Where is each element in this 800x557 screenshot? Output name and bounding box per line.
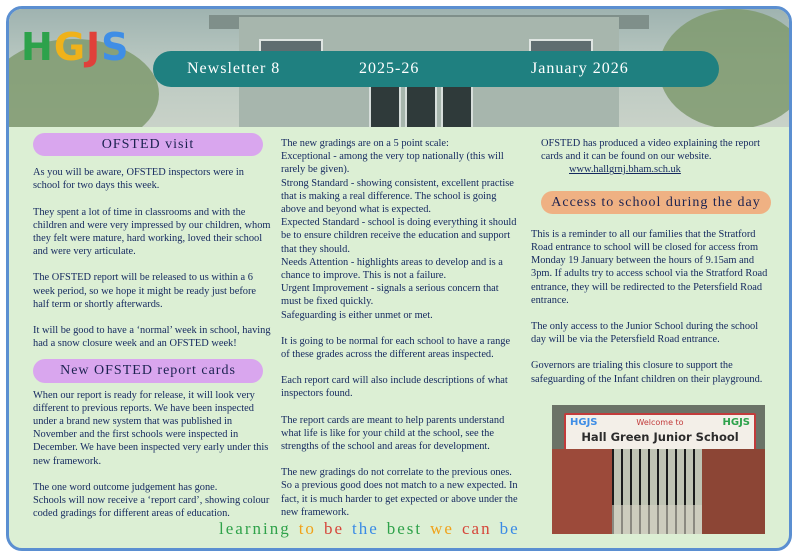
sign-logo-right: HGJS <box>722 417 750 428</box>
photo-path <box>612 505 702 534</box>
ofsted-visit-heading: OFSTED visit <box>33 133 263 156</box>
grading-item: Safeguarding is either unmet or met. <box>281 309 433 321</box>
sign-logo-left: HGJS <box>570 417 598 428</box>
grading-item: Expected Standard - school is doing everything it should be to ensure children receive the education and support that they should. <box>281 217 517 255</box>
newsletter-month: January 2026 <box>531 60 629 77</box>
paragraph: The report cards are meant to help parents understand what life is like for your child at the school, see the strengths of the school and areas for development. <box>281 414 505 453</box>
grading-intro: The new gradings are on a 5 point scale: <box>281 138 449 149</box>
column-middle <box>281 137 521 532</box>
paragraph: As you will be aware, OFSTED inspectors were in school for two days this week. <box>33 167 244 192</box>
grading-item: Exceptional - among the very top nationally (this will rarely be given). <box>281 151 504 176</box>
motto-word: be <box>499 519 520 538</box>
photo-wall <box>702 449 765 534</box>
paragraph: The OFSTED report will be released to us within a 6 week period, so we hope it might be ready just before half term or shortly afterwards. <box>33 272 257 310</box>
newsletter-number: Newsletter 8 <box>187 60 281 77</box>
sign-school-name: Hall Green Junior School <box>581 430 739 444</box>
motto-word: to <box>298 519 316 538</box>
paragraph: It will be good to have a ‘normal’ week in school, having had a snow closure week and an OFSTED week! <box>33 325 271 350</box>
paragraph: It is going to be normal for each school to have a range of these grades across the different areas inspected. <box>281 335 511 361</box>
newsletter-page <box>6 6 792 551</box>
motto-word: the <box>351 519 379 538</box>
motto-word: be <box>323 519 344 538</box>
logo-letter: H <box>21 25 54 69</box>
column-left <box>33 129 273 533</box>
report-cards-heading: New OFSTED report cards <box>33 359 263 382</box>
sign-welcome: Welcome to <box>636 418 684 427</box>
grading-item: Strong Standard - showing consistent, excellent practise that is making a real difference. The school is going above and beyond what is expected. <box>281 177 514 216</box>
header-banner <box>9 9 789 127</box>
grading-item: Urgent Improvement - signals a serious concern that must be fixed quickly. <box>281 283 499 308</box>
column-right <box>531 137 771 399</box>
grading-item: Needs Attention - highlights areas to develop and is a chance to improve. This is not a failure. <box>281 256 503 282</box>
school-motto <box>219 519 528 539</box>
video-note: OFSTED has produced a video explaining the report cards and it can be found on our website. <box>541 138 761 163</box>
logo-letter: S <box>101 25 130 69</box>
motto-word: best <box>386 519 423 538</box>
paragraph: Each report card will also include descriptions of what inspectors found. <box>281 375 508 400</box>
website-link[interactable]: www.hallgrnj.bham.sch.uk <box>569 164 681 176</box>
motto-word: learning <box>219 519 291 538</box>
paragraph: The only access to the Junior School during the school day will be via the Petersfield Road entrance. <box>531 321 759 346</box>
paragraph: Schools will now receive a ‘report card’, showing colour coded gradings for different areas of education. <box>33 495 270 520</box>
photo-wall <box>552 449 612 534</box>
school-entrance-photo <box>552 405 765 534</box>
paragraph: When our report is ready for release, it will look very different to previous reports. We have been inspected under a brand new system that was published in November and the first schools were inspected in December. We have been inspected very early under this new framework. <box>33 389 269 467</box>
motto-word: we <box>430 519 454 538</box>
paragraph: This is a reminder to all our families that the Stratford Road entrance to school will be closed for access from Monday 19 January between the hours of 9.15am and 3pm. If adults try to access school via the Stratford Road entrance, they will be redirected to the Petersfield Road entrance. <box>531 228 768 306</box>
paragraph: Governors are trialing this closure to support the safeguarding of the Infant children on their playground. <box>531 360 763 385</box>
school-sign <box>564 413 756 451</box>
paragraph: The new gradings do not correlate to the previous ones. So a previous good does not match to a new expected. In fact, it is much harder to get expected or above under the new framework. <box>281 467 518 518</box>
school-logo <box>21 25 130 69</box>
logo-letter: G <box>53 25 87 69</box>
motto-word: can <box>461 519 492 538</box>
paragraph: The one word outcome judgement has gone. <box>33 481 218 493</box>
academic-year: 2025-26 <box>359 60 420 77</box>
logo-letter: J <box>86 25 102 69</box>
access-heading: Access to school during the day <box>541 191 771 214</box>
newsletter-title-bar <box>153 51 719 87</box>
paragraph: They spent a lot of time in classrooms and with the children and were very impressed by our children, whom they felt were mature, hard working, loved their school and were very articulate. <box>33 206 271 258</box>
